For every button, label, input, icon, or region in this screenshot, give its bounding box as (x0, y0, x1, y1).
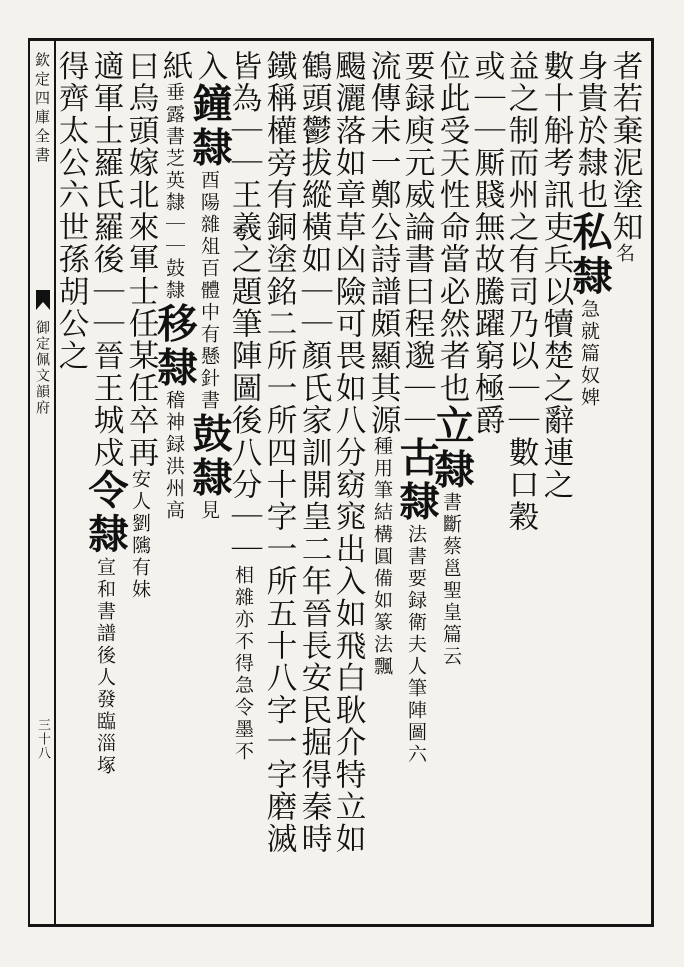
annotation-text: 相雜亦不得急令墨不 (232, 565, 254, 764)
annotation-text: 垂露書芝英隸｜｜鼓隸 (163, 82, 185, 303)
annotation-text: 法書要録衛夫人筆陣圖六 (405, 524, 427, 767)
text-column (258, 50, 298, 920)
fishtail-mark (36, 290, 50, 310)
frame-right-rule (651, 38, 654, 927)
annotation-text: 酉陽雜俎百體中有懸針書 (198, 170, 220, 413)
annotation-text: 宣和書譜後人發臨淄塚 (94, 556, 116, 777)
page-number: 三十八 (35, 718, 50, 760)
headword: 私隸 (566, 211, 613, 299)
headword: 移隸 (151, 302, 198, 391)
headword: 鼓隸 (186, 412, 233, 501)
text-column (393, 50, 440, 920)
body-text: 颺灑落如章草凶險可畏如八分窈窕出入如飛白耿介特立如 (330, 50, 365, 855)
headword: 令隸 (82, 468, 129, 557)
text-column (535, 50, 575, 920)
text-column (50, 50, 90, 920)
spine-collection-title: 欽定四庫全書 (33, 52, 51, 166)
text-column (362, 50, 402, 920)
headword: 鐘隸 (186, 82, 233, 171)
annotation-text: 名 (613, 243, 635, 266)
text-column (82, 50, 129, 920)
annotation-text: 書斷蔡邕聖皇篇云 (440, 492, 462, 669)
annotation-text: 見 (198, 500, 220, 523)
body-text: 適軍士羅氏羅後｜｜晉王城戍 (88, 50, 123, 469)
headword: 立隸 (428, 404, 475, 493)
frame-top-rule (28, 38, 654, 41)
body-text: 或｜｜厮賤無故騰躍窮極爵 (469, 50, 504, 437)
body-text: 鶴頭鬱拔縱橫如｜｜顏氏家訓開皇二年晉長安民掘得秦時 (296, 50, 331, 855)
text-column (151, 50, 198, 920)
text-column (604, 50, 644, 920)
text-column (500, 50, 540, 920)
body-text: 位此受天性命當必然者也 (434, 50, 469, 405)
body-text: 要録庾元威論書曰程邈｜｜ (399, 50, 434, 437)
body-text: 益之制而州之有司乃以｜｜數口穀 (503, 50, 538, 533)
body-text: 皆為｜｜王羲之題筆陣圖後八分｜｜ (226, 50, 261, 566)
body-text: 入 (192, 50, 227, 83)
annotation-text: 安人劉隲有妹 (129, 468, 151, 601)
spine-book-title: 御定佩文韻府 (34, 320, 50, 416)
body-text: 紙 (157, 50, 192, 83)
body-text: 得齊太公六世孫胡公之 (53, 50, 88, 372)
annotation-text: 稽神録洪州高 (163, 390, 185, 523)
body-text: 曰烏頭嫁北來軍士任某任卒再 (123, 50, 158, 469)
body-text: 流傳未一鄭公詩譜頗顯其源 (365, 50, 400, 437)
body-text: 鐵稱權旁有銅塗銘二所一所四十字一所五十八字一字磨滅 (261, 50, 296, 855)
text-column (186, 50, 233, 920)
text-column (293, 50, 333, 920)
text-column (566, 50, 613, 920)
headword: 古隸 (393, 436, 440, 525)
annotation-text: 種用筆結構圓備如篆法飄 (371, 436, 393, 679)
body-text: 身貴於隸也 (572, 50, 607, 211)
text-column (327, 50, 367, 920)
annotation-text: 急就篇奴婢 (578, 299, 600, 409)
frame-bottom-rule (28, 924, 654, 927)
frame-left-rule (28, 38, 30, 927)
body-text: 數十斛考訊吏兵以犢楚之辭連之 (538, 50, 573, 501)
body-text: 者若棄泥塗知 (607, 50, 642, 244)
